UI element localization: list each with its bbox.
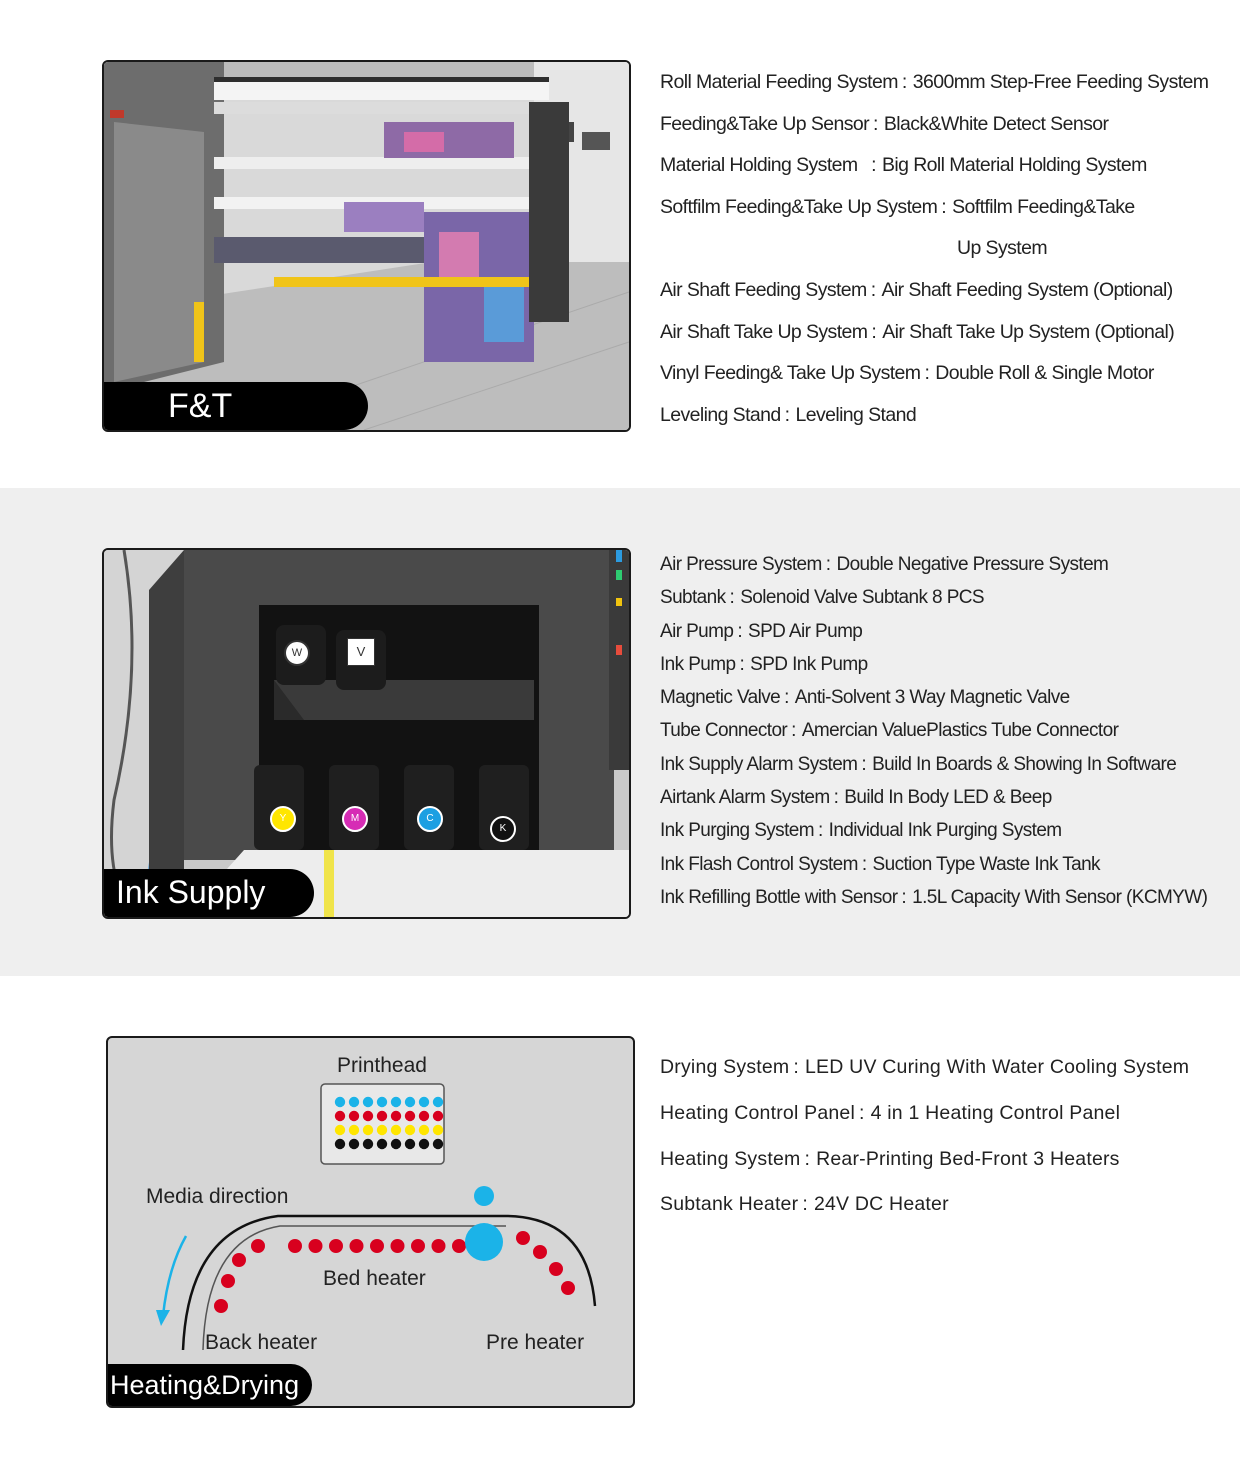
spec-item: Feeding&Take Up Sensor : Black&White Detect Sensor <box>660 112 1109 135</box>
nozzle-dot <box>433 1111 443 1121</box>
nozzle-dot <box>419 1139 429 1149</box>
spec-key: Vinyl Feeding& Take Up System <box>660 362 921 385</box>
nozzle-dot <box>405 1125 415 1135</box>
heat-section <box>0 976 1240 1481</box>
spec-value: Double Negative Pressure System <box>836 554 1109 575</box>
ink-photo <box>102 548 631 919</box>
spec-key: Ink Supply Alarm System <box>660 753 858 775</box>
nozzle-dot <box>405 1111 415 1121</box>
arrow-head <box>156 1310 170 1326</box>
printer-photo-illustration <box>104 62 629 430</box>
heat-diagram <box>106 1036 635 1408</box>
spec-item: Roll Material Feeding System : 3600mm Step-Free Feeding System <box>660 71 1209 93</box>
printhead-label: Printhead <box>337 1054 427 1077</box>
spec-key: Leveling Stand <box>660 403 781 426</box>
bottle-cap-y: Y <box>270 806 296 832</box>
bottle-cap-k: K <box>490 816 516 842</box>
heater-dot <box>221 1274 235 1288</box>
nozzle-dot <box>391 1139 401 1149</box>
nozzle-dot <box>349 1139 359 1149</box>
nozzle-dot <box>433 1125 443 1135</box>
bottle-cap-w: W <box>284 640 310 666</box>
bottle-cap-m: M <box>342 806 368 832</box>
spec-item: Subtank : Solenoid Valve Subtank 8 PCS <box>660 587 984 609</box>
spec-key: Drying System <box>660 1056 790 1078</box>
bottle-cap-c: C <box>417 806 443 832</box>
spec-value: Solenoid Valve Subtank 8 PCS <box>740 587 984 609</box>
spec-key: Air Shaft Take Up System <box>660 320 868 343</box>
pre-heater-label: Pre heater <box>486 1331 585 1354</box>
heater-dot <box>214 1299 228 1313</box>
spec-key: Magnetic Valve <box>660 687 781 709</box>
nozzle-dot <box>349 1111 359 1121</box>
heater-dot <box>288 1239 302 1253</box>
spec-value: 4 in 1 Heating Control Panel <box>870 1101 1121 1124</box>
spec-value: 3600mm Step-Free Feeding System <box>912 71 1209 93</box>
heat-spec-list <box>660 1050 1189 1233</box>
heater-dot <box>370 1239 384 1253</box>
ft-spec-list <box>660 66 1208 440</box>
spec-key: Ink Pump <box>660 653 736 675</box>
spec-value: Suction Type Waste Ink Tank <box>872 853 1100 875</box>
spec-key: Ink Purging System <box>660 820 814 842</box>
spec-value: Softfilm Feeding&Take <box>952 195 1135 218</box>
spec-key: Heating Control Panel <box>660 1101 855 1124</box>
spec-value: Black&White Detect Sensor <box>883 112 1109 135</box>
spec-item: Air Shaft Feeding System : Air Shaft Feeding System (Optional) <box>660 278 1173 301</box>
ft-tag: F&T <box>104 382 368 430</box>
nozzle-dot <box>433 1139 443 1149</box>
spec-item: Material Holding System : Big Roll Material Holding System <box>660 154 1147 177</box>
spec-value: 1.5L Capacity With Sensor (KCMYW) <box>912 886 1208 908</box>
spec-value: Double Roll & Single Motor <box>935 362 1154 385</box>
spec-value-continued: Up System <box>957 237 1047 260</box>
nozzle-dot <box>335 1097 345 1107</box>
nozzle-dot <box>391 1097 401 1107</box>
spec-key: Air Shaft Feeding System <box>660 278 867 301</box>
spec-item: Ink Flash Control System : Suction Type Waste Ink Tank <box>660 853 1100 875</box>
spec-item: Vinyl Feeding& Take Up System : Double Roll & Single Motor <box>660 362 1154 385</box>
spec-value: Rear-Printing Bed-Front 3 Heaters <box>816 1147 1120 1170</box>
heater-dot <box>232 1253 246 1267</box>
spec-value: Build In Body LED & Beep <box>844 787 1052 809</box>
nozzle-dot <box>391 1125 401 1135</box>
nozzle-dot <box>419 1111 429 1121</box>
spec-item: Ink Pump : SPD Ink Pump <box>660 653 868 675</box>
spec-value: Big Roll Material Holding System <box>882 154 1147 177</box>
spec-key: Air Pump <box>660 620 734 642</box>
spec-value: Individual Ink Purging System <box>828 820 1062 842</box>
ink-drop-large <box>465 1223 503 1261</box>
heater-dot <box>411 1239 425 1253</box>
spec-key: Tube Connector <box>660 720 788 742</box>
spec-key: Heating System <box>660 1147 801 1170</box>
nozzle-dot <box>377 1125 387 1135</box>
spec-item: Air Shaft Take Up System : Air Shaft Take Up System (Optional) <box>660 320 1175 343</box>
spec-item: Tube Connector : Amercian ValuePlastics Tube Connector <box>660 720 1119 742</box>
spec-key: Subtank <box>660 587 726 609</box>
back-heater-label: Back heater <box>205 1331 318 1354</box>
ft-photo <box>102 60 631 432</box>
spec-item: Magnetic Valve : Anti-Solvent 3 Way Magnetic Valve <box>660 687 1070 709</box>
nozzle-dot <box>377 1139 387 1149</box>
spec-item: Leveling Stand : Leveling Stand <box>660 403 917 426</box>
spec-item: Ink Supply Alarm System : Build In Boards & Showing In Software <box>660 753 1177 775</box>
spec-key: Airtank Alarm System <box>660 787 830 809</box>
ink-section <box>0 488 1240 976</box>
spec-key: Ink Flash Control System <box>660 853 858 875</box>
spec-key: Roll Material Feeding System <box>660 71 898 93</box>
spec-value: 24V DC Heater <box>813 1193 949 1216</box>
ink-tag: Ink Supply <box>104 869 314 917</box>
spec-item: Air Pressure System : Double Negative Pressure System <box>660 554 1109 575</box>
ink-cabinet-illustration <box>104 550 629 917</box>
media-direction-label: Media direction <box>146 1185 289 1208</box>
bed-heater-label: Bed heater <box>323 1267 426 1290</box>
bottle-cap-v: V <box>347 638 375 666</box>
heater-dot <box>309 1239 323 1253</box>
heater-dot <box>452 1239 466 1253</box>
nozzle-dot <box>433 1097 443 1107</box>
spec-item: Drying System : LED UV Curing With Water Cooling System <box>660 1056 1190 1078</box>
printhead-box <box>321 1084 444 1164</box>
nozzle-dot <box>405 1139 415 1149</box>
spec-key: Softfilm Feeding&Take Up System <box>660 195 938 218</box>
nozzle-dot <box>377 1097 387 1107</box>
nozzle-dot <box>391 1111 401 1121</box>
spec-item: Subtank Heater : 24V DC Heater <box>660 1193 949 1216</box>
nozzle-dot <box>419 1125 429 1135</box>
ink-drop-small <box>474 1186 494 1206</box>
spec-item: Air Pump : SPD Air Pump <box>660 620 863 642</box>
spec-item: Heating Control Panel : 4 in 1 Heating Control Panel <box>660 1101 1121 1124</box>
nozzle-dot <box>377 1111 387 1121</box>
heater-dot <box>329 1239 343 1253</box>
heater-dot <box>251 1239 265 1253</box>
heat-tag: Heating&Drying <box>108 1364 312 1406</box>
spec-item: Ink Purging System : Individual Ink Purging System <box>660 820 1062 842</box>
nozzle-dot <box>349 1097 359 1107</box>
heater-dot <box>516 1231 530 1245</box>
nozzle-dot <box>419 1097 429 1107</box>
heater-dot <box>391 1239 405 1253</box>
spec-value: Leveling Stand <box>795 403 917 426</box>
spec-key: Feeding&Take Up Sensor <box>660 112 870 135</box>
spec-key: Ink Refilling Bottle with Sensor <box>660 886 898 908</box>
heater-dot <box>533 1245 547 1259</box>
nozzle-dot <box>363 1139 373 1149</box>
nozzle-dot <box>335 1125 345 1135</box>
spec-item: Airtank Alarm System : Build In Body LED & Beep <box>660 787 1052 809</box>
spec-key: Air Pressure System <box>660 554 822 575</box>
nozzle-dot <box>363 1125 373 1135</box>
heater-dot <box>549 1262 563 1276</box>
heater-dot <box>350 1239 364 1253</box>
ft-section <box>0 0 1240 488</box>
heating-diagram-svg <box>108 1038 633 1406</box>
spec-item: Heating System : Rear-Printing Bed-Front 3 Heaters <box>660 1147 1120 1170</box>
spec-value: Amercian ValuePlastics Tube Connector <box>801 720 1119 742</box>
spec-item: Softfilm Feeding&Take Up System : Softfilm Feeding&Take Up System <box>660 191 1208 274</box>
nozzle-dot <box>335 1139 345 1149</box>
spec-value: LED UV Curing With Water Cooling System <box>805 1056 1190 1078</box>
nozzle-dot <box>405 1097 415 1107</box>
heater-dot <box>432 1239 446 1253</box>
media-direction-arrow <box>163 1236 186 1316</box>
spec-key: Material Holding System <box>660 154 858 177</box>
nozzle-dot <box>349 1125 359 1135</box>
nozzle-dot <box>363 1097 373 1107</box>
spec-value: Anti-Solvent 3 Way Magnetic Valve <box>794 687 1070 709</box>
spec-item: Ink Refilling Bottle with Sensor : 1.5L Capacity With Sensor (KCMYW) <box>660 886 1208 908</box>
nozzle-dot <box>363 1111 373 1121</box>
nozzle-dot <box>335 1111 345 1121</box>
spec-value: Air Shaft Feeding System (Optional) <box>881 278 1173 301</box>
heater-dot <box>561 1281 575 1295</box>
spec-value: Build In Boards & Showing In Software <box>872 753 1177 775</box>
ink-spec-list <box>660 550 1207 916</box>
spec-value: Air Shaft Take Up System (Optional) <box>882 320 1175 343</box>
spec-value: SPD Ink Pump <box>750 653 868 675</box>
spec-value: SPD Air Pump <box>748 620 863 642</box>
spec-key: Subtank Heater <box>660 1193 799 1216</box>
